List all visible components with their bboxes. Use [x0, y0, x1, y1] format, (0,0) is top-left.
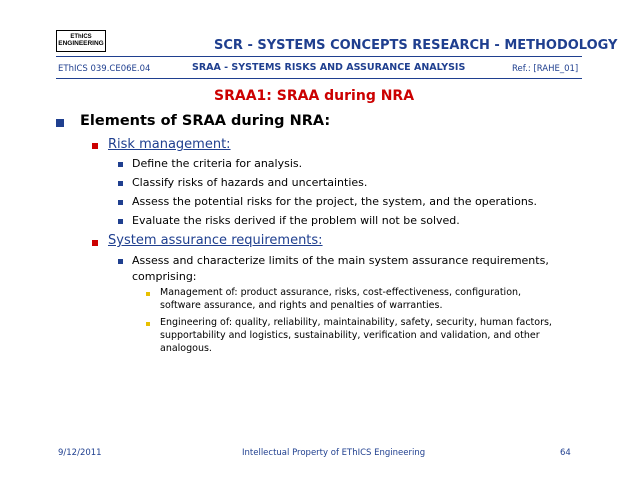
bullet-square-icon — [118, 259, 123, 264]
bullet-square-icon — [118, 181, 123, 186]
bullet-square-icon — [118, 219, 123, 224]
logo-line1: EThICS — [70, 34, 92, 41]
content-heading: Elements of SRAA during NRA: — [80, 113, 331, 129]
header-divider-bottom — [56, 78, 582, 79]
sub-item-line: software assurance, and rights and penalties of warranties. — [160, 300, 443, 311]
logo — [56, 30, 106, 52]
doc-ref: Ref.: [RAHE_01] — [512, 64, 579, 74]
slide-title: SRAA1: SRAA during NRA — [214, 88, 415, 104]
sub-item-line: analogous. — [160, 343, 212, 354]
list-item: Evaluate the risks derived if the problem will not be solved. — [132, 214, 460, 227]
bullet-square-icon — [56, 119, 64, 127]
footer-date: 9/12/2011 — [58, 448, 102, 458]
list-item: Define the criteria for analysis. — [132, 157, 303, 170]
bullet-square-icon — [92, 240, 98, 246]
bullet-square-icon — [118, 200, 123, 205]
bullet-square-icon — [146, 322, 150, 326]
list-item-line: comprising: — [132, 270, 197, 283]
header-title: SCR - SYSTEMS CONCEPTS RESEARCH - METHODOLOGY — [214, 38, 618, 53]
sub-item-line: Management of: product assurance, risks, cost-effectiveness, configuration, — [160, 287, 522, 298]
list-item-line: Assess and characterize limits of the main system assurance requirements, — [132, 254, 549, 267]
list-item: Classify risks of hazards and uncertainties. — [132, 176, 368, 189]
bullet-square-icon — [146, 292, 150, 296]
section-title: System assurance requirements: — [108, 233, 323, 248]
logo-line2: ENGINEERING — [58, 39, 104, 47]
header-divider-top — [56, 56, 582, 57]
header-subtitle: SRAA - SYSTEMS RISKS AND ASSURANCE ANALYSIS — [192, 62, 466, 73]
sub-item-line: supportability and logistics, sustainability, verification and validation, and other — [160, 330, 540, 341]
section-title: Risk management: — [108, 137, 231, 152]
list-item: Assess the potential risks for the project, the system, and the operations. — [132, 195, 538, 208]
bullet-square-icon — [92, 143, 98, 149]
sub-item-line: Engineering of: quality, reliability, maintainability, safety, security, human factors, — [160, 317, 552, 328]
doc-code: EThICS 039.CE06E.04 — [58, 64, 151, 74]
footer-center: Intellectual Property of EThICS Engineering — [242, 448, 426, 458]
bullet-square-icon — [118, 162, 123, 167]
footer-page-number: 64 — [560, 448, 571, 458]
